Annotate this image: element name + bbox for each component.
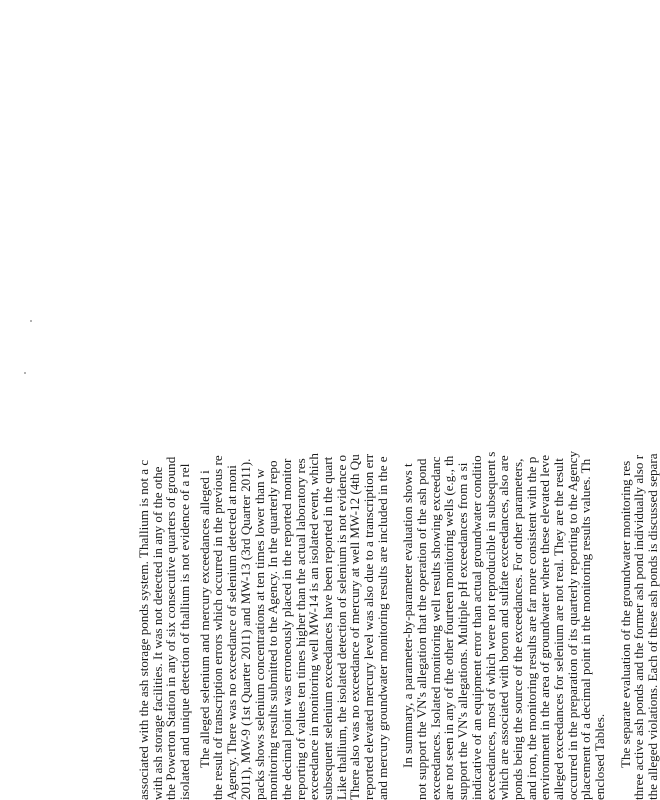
paragraph-summary	[401, 260, 606, 800]
text-line: with ash storage facilities. It was not detected in any of the othe	[149, 466, 165, 800]
rotated-text-body	[137, 260, 660, 800]
text-line: and iron, the monitoring results are far more consistent with the p	[523, 456, 539, 800]
text-line: the result of transcription errors which occurred in the previous re	[210, 455, 226, 800]
text-line: enclosed Tables.	[592, 713, 607, 800]
scan-speck	[30, 320, 32, 322]
text-line: three active ash ponds and the former ash pond individually also r	[631, 454, 647, 800]
text-line: environment in the area of groundwater where these elevated leve	[537, 454, 553, 800]
paragraph-thallium	[137, 260, 192, 800]
text-line: The separate evaluation of the groundwater monitoring res	[617, 460, 633, 768]
paragraph-separate-evaluation	[619, 260, 660, 800]
text-line: the alleged violations. Each of these ash ponds is discussed separa	[645, 453, 660, 800]
text-line: monitoring results submitted to the Agency. In the quarterly repo	[265, 460, 281, 800]
text-line: exceedance in monitoring well MW-14 is an isolated event, which	[306, 453, 322, 800]
text-line: alleged exceedances for selenium are not real. They are the result	[550, 458, 566, 800]
text-line: which are associated with boron and sulfate exceedances, also are	[496, 455, 512, 800]
text-line: placement of a decimal point in the monitoring results values. Th	[578, 458, 594, 800]
text-line: the Powerton Station in any of six consecutive quarters of ground	[163, 456, 179, 800]
text-line: associated with the ash storage ponds system. Thallium is not a c	[136, 459, 151, 800]
text-line: isolated and unique detection of thallium is not evidence of a rel	[177, 463, 193, 800]
text-line: indicative of an equipment error than actual groundwater conditio	[468, 455, 484, 800]
text-line: There also was no exceedance of mercury at well MW-12 (4th Qu	[347, 454, 363, 800]
text-line: packs shows selenium concentrations at ten times lower than w	[251, 468, 267, 800]
text-line: The alleged selenium and mercury exceedances alleged i	[196, 470, 212, 768]
text-line: reported elevated mercury level was also due to a transcription err	[361, 453, 376, 800]
text-line: occurred in the preparation of its quarterly reporting to the Agency	[564, 450, 580, 800]
text-line: 2011), MW-9 (1st Quarter 2011) and MW-13 (3rd Quarter 2011).	[237, 458, 253, 800]
paragraph-selenium-mercury	[198, 260, 390, 800]
text-line: subsequent selenium exceedances have been reported in the quart	[319, 456, 335, 800]
text-line: In summary, a parameter-by-parameter evaluation shows t	[400, 463, 416, 768]
text-line: are not seen in any of the other fourteen monitoring wells (e.g., th	[441, 455, 457, 800]
text-line: and mercury groundwater monitoring results are included in the e	[374, 456, 390, 800]
text-line: exceedances, most of which were not reproducible in subsequent s	[482, 451, 498, 800]
text-line: not support the VN's allegation that the operation of the ash pond	[414, 458, 430, 800]
text-line: ponds being the source of the exceedances. For other parameters,	[509, 458, 525, 800]
text-line: exceedances. Isolated monitoring well results showing exceedanc	[427, 456, 443, 800]
text-line: the decimal point was erroneously placed in the reported monitor	[278, 458, 294, 800]
text-line: Agency. There was no exceedance of selenium detected at moni	[224, 465, 240, 800]
text-line: support the VN's allegations. Multiple pH exceedances from a si	[455, 462, 471, 800]
scan-speck	[24, 372, 26, 374]
text-line: reporting of values ten times higher than the actual laboratory res	[292, 458, 308, 800]
text-line: Like thallium, the isolated detection of selenium is not evidence o	[333, 454, 349, 800]
